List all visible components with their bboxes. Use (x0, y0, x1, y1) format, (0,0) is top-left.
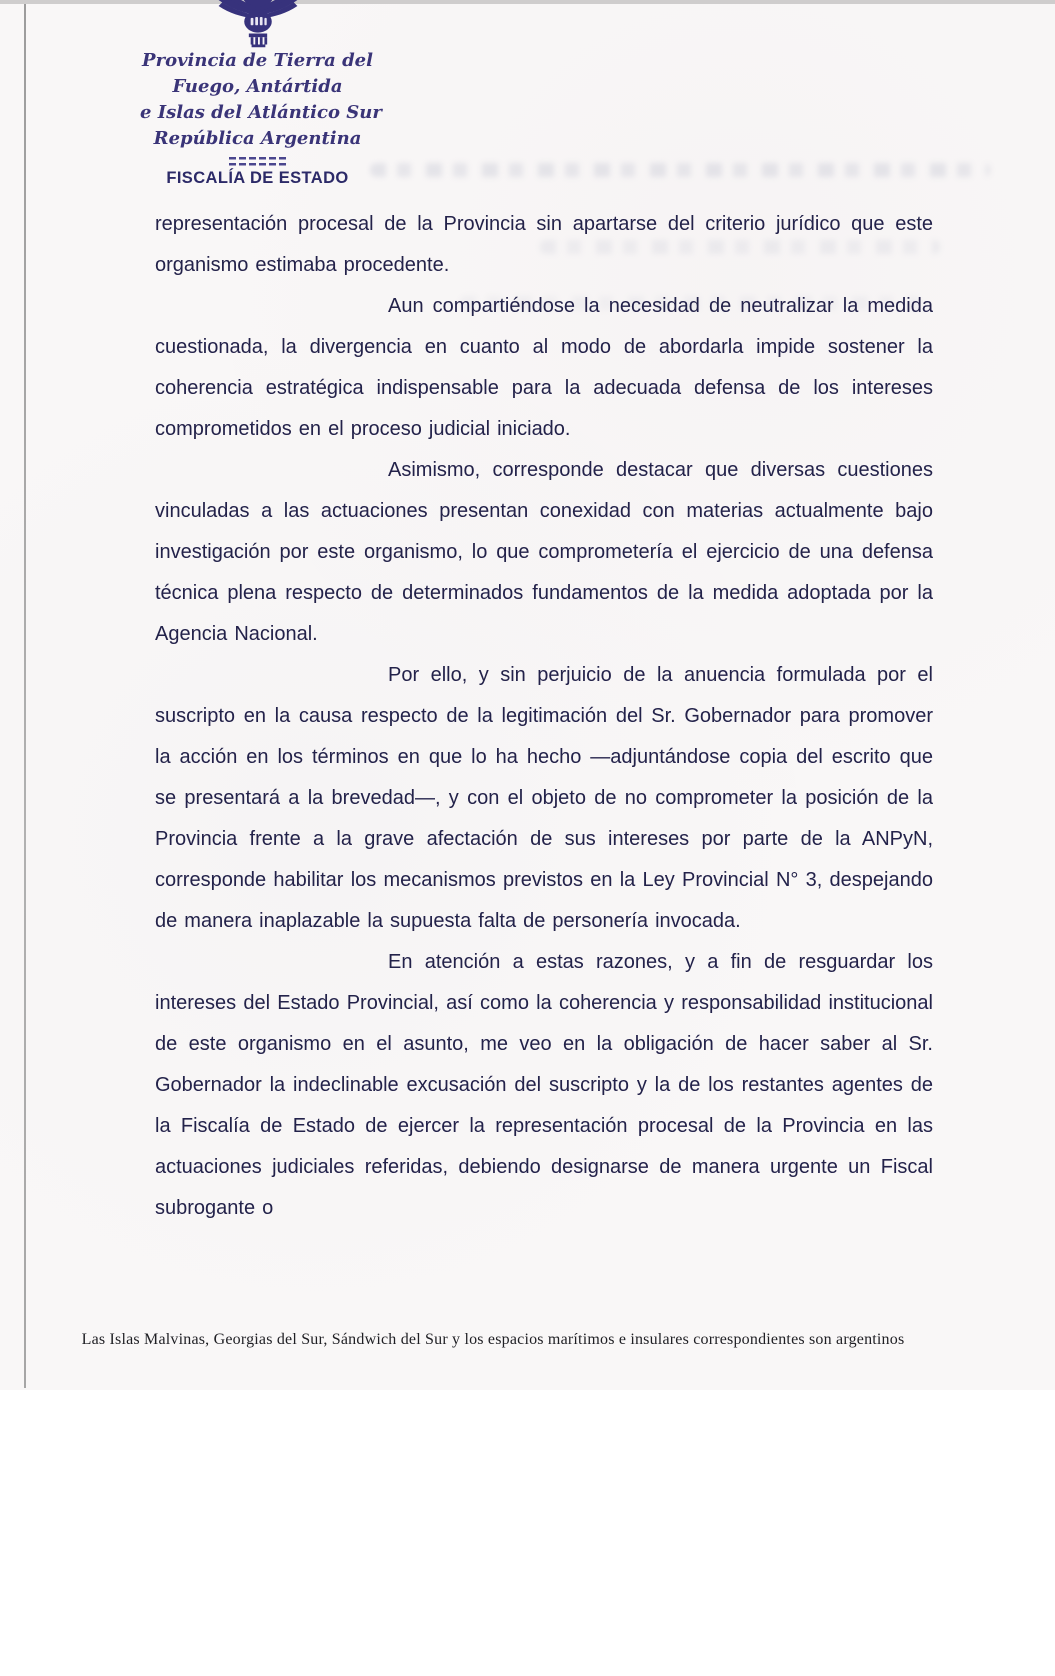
province-name-line: Fuego, Antártida (172, 76, 343, 97)
province-name-line: República Argentina (153, 128, 362, 149)
paragraph: Por ello, y sin perjuicio de la anuencia formulada por el suscripto en la causa respecto de la legitimación del Sr. Gobernador para promover la acción en los términos en que lo ha hecho —adjuntándose copia del escrito que se presentará a la brevedad—, y con el objeto de no comprometer la posición de la Provincia frente a la grave afectación de sus intereses por parte de la ANPyN, corresponde habilitar los mecanismos previstos en la Ley Provincial N° 3, despejando de manera inaplazable la supuesta falta de personería invocada. (155, 664, 933, 932)
province-name-line: e Islas del Atlántico Sur (140, 102, 382, 123)
scan-left-edge-line (24, 4, 26, 1388)
provincial-crest-icon (140, 0, 375, 48)
paragraph: representación procesal de la Provincia sin apartarse del criterio jurídico que este organismo estimaba procedente. (155, 213, 933, 276)
office-name: FISCALÍA DE ESTADO (166, 169, 349, 187)
letterhead (140, 0, 382, 188)
paragraph: Aun compartiéndose la necesidad de neutralizar la medida cuestionada, la divergencia en cuanto al modo de abordarla impide sostener la coherencia estratégica indispensable para la adecuada defensa de los intereses comprometidos en el proceso judicial iniciado. (155, 295, 933, 440)
document-body (155, 204, 933, 1229)
sovereignty-legend: Las Islas Malvinas, Georgias del Sur, Sándwich del Sur y los espacios marítimos e insulares correspondientes son argentinos (81, 1331, 905, 1348)
letterhead-divider (229, 157, 287, 166)
bleed-through-artifact (370, 163, 990, 177)
paragraph: En atención a estas razones, y a fin de resguardar los intereses del Estado Provincial, así como la coherencia y responsabilidad institucional de este organismo en el asunto, me veo en la obligación de hacer saber al Sr. Gobernador la indeclinable excusación del suscripto y la de los restantes agentes de la Fiscalía de Estado de ejercer la representación procesal de la Provincia en las actuaciones judiciales referidas, debiendo designarse de manera urgente un Fiscal subrogante o (155, 951, 933, 1219)
province-name-line: Provincia de Tierra del (142, 50, 373, 71)
paragraph: Asimismo, corresponde destacar que diversas cuestiones vinculadas a las actuaciones presentan conexidad con materias actualmente bajo investigación por este organismo, lo que comprometería el ejercicio de una defensa técnica plena respecto de determinados fundamentos de la medida adoptada por la Agencia Nacional. (155, 459, 933, 645)
